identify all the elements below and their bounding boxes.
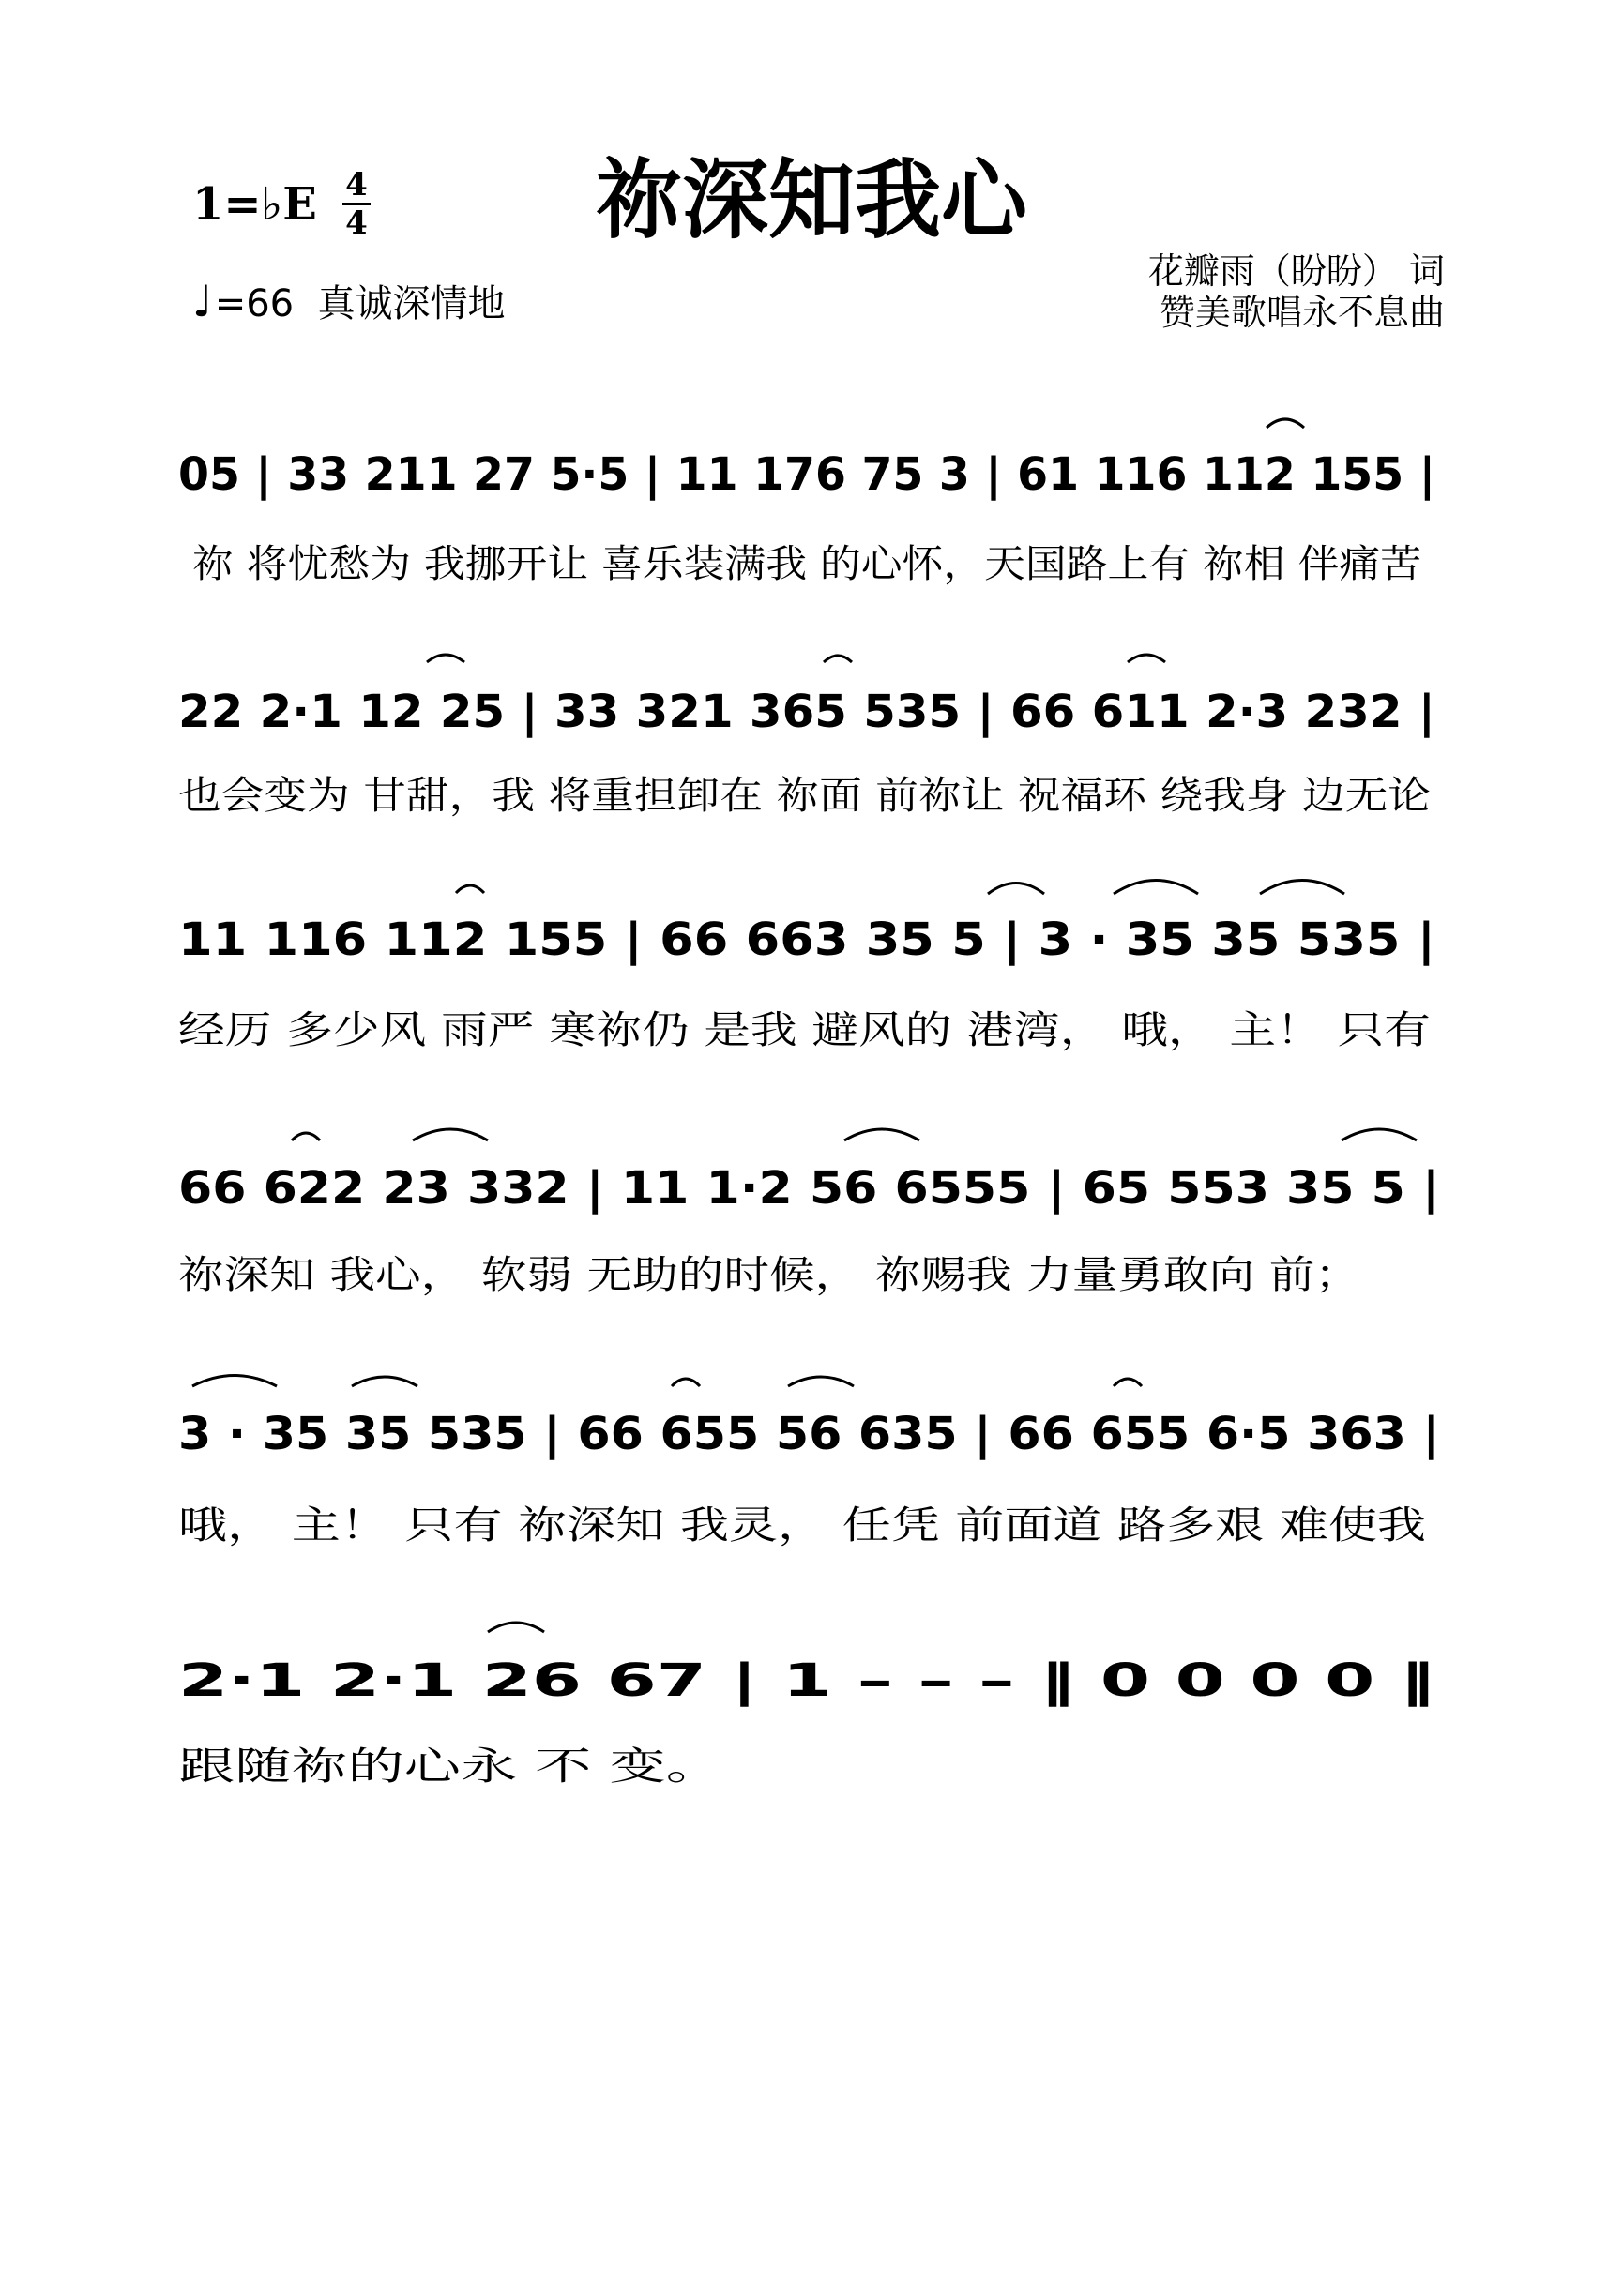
lyrics-line-1: 祢 将忧愁为 我挪开让 喜乐装满我 的心怀，天国路上有 祢相 伴痛苦 <box>192 541 1421 586</box>
notes-line-5: 3 · 35 35 535 | 66 655 56 635 | 66 655 6·5 363 | <box>178 1408 1440 1460</box>
lyrics-line-6: 跟随祢的心永 不 变。 <box>178 1744 722 1789</box>
slur <box>292 1129 1417 1140</box>
song-title: 祢深知我心 <box>595 150 1027 250</box>
lyrics-line-4: 祢深知 我心， 软弱 无助的时候， 祢赐我 力量勇敢向 前； <box>178 1252 1360 1297</box>
lyrics-line-3: 经历 多少风 雨严 寒祢仍 是我 避风的 港湾， 哦， 主！ 只有 <box>178 1007 1431 1052</box>
lyricist-credit: 花瓣雨（盼盼） 词 <box>1147 250 1445 292</box>
time-signature-bottom: 4 <box>345 204 368 242</box>
slur <box>192 1376 1142 1387</box>
system-2 <box>178 655 1435 818</box>
system-4 <box>178 1129 1440 1297</box>
key-signature: 1=♭E <box>192 178 317 231</box>
notes-line-6: 2·1 2·1 26 67 | 1 – – – ‖ 0 0 0 0 ‖ <box>178 1654 1435 1707</box>
notes-line-3: 11 116 112 155 | 66 663 35 5 | 3 · 35 35 535 | <box>178 914 1435 966</box>
notes-line-4: 66 622 23 332 | 11 1·2 56 6555 | 65 553 35 5 | <box>178 1162 1440 1215</box>
lyrics-line-5: 哦， 主！ 只有 祢深知 我灵， 任凭 前面道 路多艰 难使我 <box>178 1503 1426 1548</box>
tempo-value: =66 <box>214 282 295 325</box>
notes-line-1: 05 | 33 211 27 5·5 | 11 176 75 3 | 61 116 112 155 | <box>178 448 1435 501</box>
time-signature-top: 4 <box>345 166 368 204</box>
system-3 <box>178 881 1435 1053</box>
slur <box>456 881 1344 895</box>
expression-text: 真诚深情地 <box>317 282 506 325</box>
notes-line-2: 22 2·1 12 25 | 33 321 365 535 | 66 611 2·3 232 | <box>178 686 1435 738</box>
slur <box>427 655 1165 662</box>
system-5 <box>178 1376 1440 1548</box>
composer-credit: 赞美歌唱永不息曲 <box>1159 292 1445 333</box>
slur <box>1267 419 1304 428</box>
slur <box>488 1623 544 1632</box>
lyrics-line-2: 也会变为 甘甜，我 将重担卸在 祢面 前祢让 祝福环 绕我身 边无论 <box>178 773 1431 818</box>
quarter-note-icon: ♩ <box>192 276 213 326</box>
system-1 <box>178 419 1435 586</box>
system-6 <box>178 1623 1435 1789</box>
